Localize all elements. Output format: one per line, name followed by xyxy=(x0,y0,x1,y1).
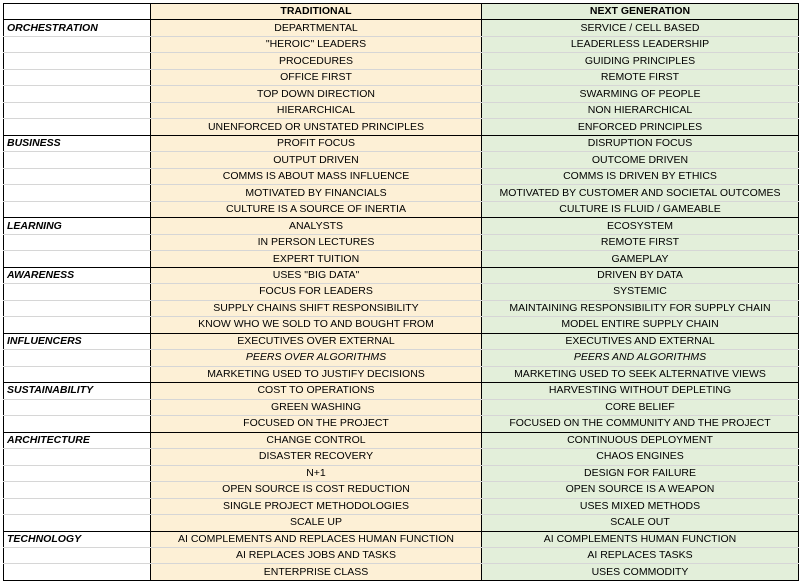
next-generation-cell[interactable]: MOTIVATED BY CUSTOMER AND SOCIETAL OUTCOMES xyxy=(482,185,799,201)
category-label[interactable]: LEARNING xyxy=(4,218,151,234)
next-generation-cell[interactable]: SCALE OUT xyxy=(482,515,799,531)
category-cell[interactable] xyxy=(4,168,151,184)
category-label[interactable]: ARCHITECTURE xyxy=(4,432,151,448)
table-row xyxy=(4,234,799,250)
traditional-cell[interactable]: IN PERSON LECTURES xyxy=(151,234,482,250)
next-generation-cell[interactable]: DESIGN FOR FAILURE xyxy=(482,465,799,481)
next-generation-cell[interactable]: USES MIXED METHODS xyxy=(482,498,799,514)
next-generation-cell[interactable]: REMOTE FIRST xyxy=(482,69,799,85)
traditional-cell[interactable]: OFFICE FIRST xyxy=(151,69,482,85)
table-row xyxy=(4,218,799,234)
table-row xyxy=(4,432,799,448)
next-generation-cell[interactable]: GAMEPLAY xyxy=(482,251,799,267)
category-cell[interactable] xyxy=(4,564,151,581)
traditional-cell[interactable]: OUTPUT DRIVEN xyxy=(151,152,482,168)
category-cell[interactable] xyxy=(4,465,151,481)
traditional-cell[interactable]: PROFIT FOCUS xyxy=(151,135,482,151)
table-row xyxy=(4,465,799,481)
table-row xyxy=(4,185,799,201)
category-cell[interactable] xyxy=(4,53,151,69)
traditional-cell[interactable]: DEPARTMENTAL xyxy=(151,20,482,36)
traditional-cell[interactable]: SCALE UP xyxy=(151,515,482,531)
traditional-cell[interactable]: MARKETING USED TO JUSTIFY DECISIONS xyxy=(151,366,482,382)
next-generation-cell[interactable]: MAINTAINING RESPONSIBILITY FOR SUPPLY CHAIN xyxy=(482,300,799,316)
traditional-cell[interactable]: ENTERPRISE CLASS xyxy=(151,564,482,581)
table-row xyxy=(4,498,799,514)
traditional-cell[interactable]: DISASTER RECOVERY xyxy=(151,449,482,465)
category-cell[interactable] xyxy=(4,366,151,382)
table-row xyxy=(4,333,799,349)
traditional-cell[interactable]: USES "BIG DATA" xyxy=(151,267,482,283)
next-generation-cell[interactable]: FOCUSED ON THE COMMUNITY AND THE PROJECT xyxy=(482,416,799,432)
next-generation-cell[interactable]: COMMS IS DRIVEN BY ETHICS xyxy=(482,168,799,184)
next-generation-cell[interactable]: AI COMPLEMENTS HUMAN FUNCTION xyxy=(482,531,799,547)
next-generation-cell[interactable]: MODEL ENTIRE SUPPLY CHAIN xyxy=(482,317,799,333)
traditional-cell[interactable]: TOP DOWN DIRECTION xyxy=(151,86,482,102)
next-generation-cell[interactable]: DISRUPTION FOCUS xyxy=(482,135,799,151)
traditional-cell[interactable]: CULTURE IS A SOURCE OF INERTIA xyxy=(151,201,482,217)
traditional-cell[interactable]: N+1 xyxy=(151,465,482,481)
category-label[interactable]: AWARENESS xyxy=(4,267,151,283)
category-cell[interactable] xyxy=(4,36,151,52)
table-row xyxy=(4,267,799,283)
traditional-cell[interactable]: AI COMPLEMENTS AND REPLACES HUMAN FUNCTION xyxy=(151,531,482,547)
traditional-cell[interactable]: FOCUSED ON THE PROJECT xyxy=(151,416,482,432)
next-generation-cell[interactable]: NON HIERARCHICAL xyxy=(482,102,799,118)
table-row xyxy=(4,284,799,300)
table-row xyxy=(4,20,799,36)
table-row xyxy=(4,531,799,547)
category-label[interactable]: INFLUENCERS xyxy=(4,333,151,349)
traditional-cell[interactable]: PEERS OVER ALGORITHMS xyxy=(151,350,482,366)
table-row xyxy=(4,251,799,267)
traditional-cell[interactable]: EXPERT TUITION xyxy=(151,251,482,267)
traditional-cell[interactable]: GREEN WASHING xyxy=(151,399,482,415)
traditional-cell[interactable]: FOCUS FOR LEADERS xyxy=(151,284,482,300)
category-cell[interactable] xyxy=(4,86,151,102)
next-generation-cell[interactable]: OPEN SOURCE IS A WEAPON xyxy=(482,482,799,498)
traditional-cell[interactable]: ANALYSTS xyxy=(151,218,482,234)
category-cell[interactable] xyxy=(4,547,151,563)
category-cell[interactable] xyxy=(4,416,151,432)
category-label[interactable]: BUSINESS xyxy=(4,135,151,151)
traditional-cell[interactable]: SINGLE PROJECT METHODOLOGIES xyxy=(151,498,482,514)
table-row xyxy=(4,547,799,563)
category-cell[interactable] xyxy=(4,399,151,415)
table-row xyxy=(4,102,799,118)
category-cell[interactable] xyxy=(4,300,151,316)
next-generation-cell[interactable]: CHAOS ENGINES xyxy=(482,449,799,465)
next-generation-cell[interactable]: GUIDING PRINCIPLES xyxy=(482,53,799,69)
next-generation-cell[interactable]: DRIVEN BY DATA xyxy=(482,267,799,283)
category-cell[interactable] xyxy=(4,119,151,135)
category-cell[interactable] xyxy=(4,69,151,85)
category-cell[interactable] xyxy=(4,234,151,250)
comparison-table xyxy=(3,3,799,581)
header-row xyxy=(4,4,799,20)
traditional-cell[interactable]: COMMS IS ABOUT MASS INFLUENCE xyxy=(151,168,482,184)
table-row xyxy=(4,449,799,465)
next-generation-cell[interactable]: CORE BELIEF xyxy=(482,399,799,415)
traditional-cell[interactable]: COST TO OPERATIONS xyxy=(151,383,482,399)
category-cell[interactable] xyxy=(4,482,151,498)
table-row xyxy=(4,135,799,151)
traditional-cell[interactable]: "HEROIC" LEADERS xyxy=(151,36,482,52)
next-generation-cell[interactable]: HARVESTING WITHOUT DEPLETING xyxy=(482,383,799,399)
next-generation-cell[interactable]: USES COMMODITY xyxy=(482,564,799,581)
traditional-cell[interactable]: KNOW WHO WE SOLD TO AND BOUGHT FROM xyxy=(151,317,482,333)
traditional-cell[interactable]: UNENFORCED OR UNSTATED PRINCIPLES xyxy=(151,119,482,135)
table-row xyxy=(4,482,799,498)
table-row xyxy=(4,36,799,52)
table-row xyxy=(4,366,799,382)
category-cell[interactable] xyxy=(4,102,151,118)
next-generation-cell[interactable]: SYSTEMIC xyxy=(482,284,799,300)
category-label[interactable]: TECHNOLOGY xyxy=(4,531,151,547)
table-row xyxy=(4,168,799,184)
next-generation-cell[interactable]: SWARMING OF PEOPLE xyxy=(482,86,799,102)
traditional-cell[interactable]: AI REPLACES JOBS AND TASKS xyxy=(151,547,482,563)
category-cell[interactable] xyxy=(4,284,151,300)
table-row xyxy=(4,564,799,581)
traditional-cell[interactable]: SUPPLY CHAINS SHIFT RESPONSIBILITY xyxy=(151,300,482,316)
traditional-cell[interactable]: CHANGE CONTROL xyxy=(151,432,482,448)
table-row xyxy=(4,69,799,85)
traditional-cell[interactable]: PROCEDURES xyxy=(151,53,482,69)
table-row xyxy=(4,53,799,69)
table-row xyxy=(4,152,799,168)
table-row xyxy=(4,515,799,531)
traditional-cell[interactable]: OPEN SOURCE IS COST REDUCTION xyxy=(151,482,482,498)
category-cell[interactable] xyxy=(4,152,151,168)
category-cell[interactable] xyxy=(4,185,151,201)
next-generation-cell[interactable]: CULTURE IS FLUID / GAMEABLE xyxy=(482,201,799,217)
header-category-cell[interactable] xyxy=(4,4,151,20)
table-row xyxy=(4,119,799,135)
table-row xyxy=(4,317,799,333)
category-cell[interactable] xyxy=(4,515,151,531)
table-body xyxy=(4,4,799,581)
category-cell[interactable] xyxy=(4,201,151,217)
category-cell[interactable] xyxy=(4,498,151,514)
table-row xyxy=(4,399,799,415)
table-row xyxy=(4,416,799,432)
table-row xyxy=(4,300,799,316)
next-generation-cell[interactable]: REMOTE FIRST xyxy=(482,234,799,250)
category-cell[interactable] xyxy=(4,251,151,267)
category-cell[interactable] xyxy=(4,350,151,366)
next-generation-cell[interactable]: MARKETING USED TO SEEK ALTERNATIVE VIEWS xyxy=(482,366,799,382)
category-cell[interactable] xyxy=(4,317,151,333)
traditional-cell[interactable]: EXECUTIVES OVER EXTERNAL xyxy=(151,333,482,349)
next-generation-cell[interactable]: EXECUTIVES AND EXTERNAL xyxy=(482,333,799,349)
next-generation-cell[interactable]: CONTINUOUS DEPLOYMENT xyxy=(482,432,799,448)
table-row xyxy=(4,201,799,217)
header-next-generation[interactable]: NEXT GENERATION xyxy=(482,4,799,20)
next-generation-cell[interactable]: PEERS AND ALGORITHMS xyxy=(482,350,799,366)
next-generation-cell[interactable]: ENFORCED PRINCIPLES xyxy=(482,119,799,135)
table-row xyxy=(4,350,799,366)
traditional-cell[interactable]: MOTIVATED BY FINANCIALS xyxy=(151,185,482,201)
header-traditional[interactable]: TRADITIONAL xyxy=(151,4,482,20)
traditional-cell[interactable]: HIERARCHICAL xyxy=(151,102,482,118)
category-label[interactable]: ORCHESTRATION xyxy=(4,20,151,36)
next-generation-cell[interactable]: OUTCOME DRIVEN xyxy=(482,152,799,168)
table-row xyxy=(4,86,799,102)
next-generation-cell[interactable]: LEADERLESS LEADERSHIP xyxy=(482,36,799,52)
next-generation-cell[interactable]: AI REPLACES TASKS xyxy=(482,547,799,563)
next-generation-cell[interactable]: SERVICE / CELL BASED xyxy=(482,20,799,36)
category-cell[interactable] xyxy=(4,449,151,465)
category-label[interactable]: SUSTAINABILITY xyxy=(4,383,151,399)
next-generation-cell[interactable]: ECOSYSTEM xyxy=(482,218,799,234)
table-row xyxy=(4,383,799,399)
